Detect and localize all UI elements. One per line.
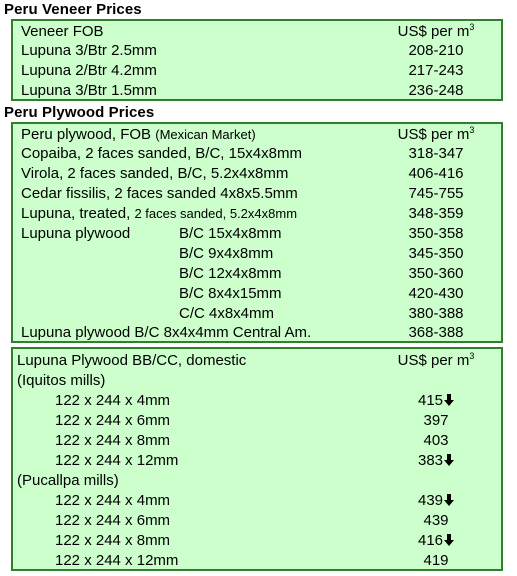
table-row: [21, 304, 493, 324]
plywood-header-main: Peru plywood, FOB: [21, 126, 152, 143]
row-value-cell: [391, 391, 481, 411]
row-value-cell: [391, 511, 481, 531]
row-label-main: Lupuna, treated,: [21, 205, 131, 222]
domestic-unit-text: US$ per m: [397, 352, 470, 369]
domestic-unit-sup: 3: [469, 351, 475, 361]
table-row: [21, 451, 493, 471]
row-label: Lupuna 2/Btr 4.2mm: [21, 62, 157, 79]
plywood-header-small: (Mexican Market): [155, 127, 256, 142]
row-value: 439: [417, 492, 444, 509]
row-label: Lupuna 3/Btr 1.5mm: [21, 82, 157, 99]
row-value: 217-243: [408, 62, 464, 79]
row-value-cell: [391, 551, 481, 571]
row-size: 122 x 244 x 8mm: [55, 532, 171, 549]
down-arrow-icon: [444, 494, 454, 506]
row-value-cell: [391, 431, 481, 451]
table-row: [21, 531, 493, 551]
veneer-panel: [11, 19, 503, 101]
row-label: Virola, 2 faces sanded, B/C, 5.2x4x8mm: [21, 165, 289, 182]
row-value: 350-358: [408, 225, 464, 242]
table-row: [21, 411, 493, 431]
row-size: 122 x 244 x 12mm: [55, 552, 179, 569]
row-label-small: 2 faces sanded, 5.2x4x8mm: [134, 206, 298, 221]
table-row: [21, 61, 493, 81]
row-value: 236-248: [408, 82, 464, 99]
row-value: 406-416: [408, 165, 464, 182]
row-size: 122 x 244 x 4mm: [55, 392, 171, 409]
row-value-cell: [391, 531, 481, 551]
table-row: [21, 323, 493, 343]
plywood-panel: [11, 122, 503, 343]
table-row: [21, 224, 493, 244]
row-label: Lupuna 3/Btr 2.5mm: [21, 42, 157, 59]
table-row: [21, 391, 493, 411]
row-grade: B/C 8x4x15mm: [179, 285, 282, 302]
row-grade: B/C 9x4x8mm: [179, 245, 274, 262]
row-value: 419: [423, 552, 449, 569]
veneer-unit: [391, 22, 481, 42]
row-size: 122 x 244 x 6mm: [55, 412, 171, 429]
row-grade: C/C 4x8x4mm: [179, 305, 275, 322]
veneer-title: Peru Veneer Prices: [4, 1, 142, 18]
down-arrow-icon: [444, 454, 454, 466]
row-value: 383: [417, 452, 444, 469]
group-name: (Pucallpa mills): [17, 472, 119, 489]
domestic-header-label: Lupuna Plywood BB/CC, domestic: [17, 352, 247, 369]
table-row: [21, 491, 493, 511]
row-value-cell: [391, 451, 481, 471]
row-value: 416: [417, 532, 444, 549]
table-row: [21, 144, 493, 164]
row-value: 415: [417, 392, 444, 409]
row-value: 318-347: [408, 145, 464, 162]
row-value: 439: [423, 512, 449, 529]
table-row: [21, 431, 493, 451]
table-row: [21, 41, 493, 61]
down-arrow-icon: [444, 534, 454, 546]
row-value: 345-350: [408, 245, 464, 262]
row-value: 350-360: [408, 265, 464, 282]
veneer-unit-text: US$ per m: [397, 23, 470, 40]
table-row: [21, 244, 493, 264]
row-value-cell: [391, 411, 481, 431]
row-label: Lupuna plywood B/C 8x4x4mm Central Am.: [21, 324, 312, 341]
plywood-unit: [391, 125, 481, 145]
row-value-cell: [391, 491, 481, 511]
row-label: Lupuna plywood: [21, 225, 131, 242]
domestic-header-row: [17, 351, 493, 371]
down-arrow-icon: [444, 394, 454, 406]
row-grade: B/C 15x4x8mm: [179, 225, 282, 242]
row-value: 380-388: [408, 305, 464, 322]
table-row: [21, 204, 493, 224]
table-row: [21, 164, 493, 184]
row-value: 745-755: [408, 185, 464, 202]
table-row: [21, 81, 493, 101]
row-size: 122 x 244 x 6mm: [55, 512, 171, 529]
row-value: 397: [423, 412, 449, 429]
table-row: [21, 264, 493, 284]
row-size: 122 x 244 x 8mm: [55, 432, 171, 449]
plywood-title: Peru Plywood Prices: [4, 104, 155, 121]
plywood-header-label: [21, 125, 256, 145]
domestic-panel: [11, 347, 503, 571]
table-row: [21, 284, 493, 304]
veneer-header-label: Veneer FOB: [21, 23, 104, 40]
row-value: 403: [423, 432, 449, 449]
table-row: [21, 551, 493, 571]
row-label: [21, 204, 297, 224]
plywood-unit-text: US$ per m: [397, 126, 470, 143]
group-heading: [17, 471, 493, 491]
group-name: (Iquitos mills): [17, 372, 106, 389]
veneer-unit-sup: 3: [469, 22, 475, 32]
veneer-header-row: [21, 22, 493, 42]
row-size: 122 x 244 x 12mm: [55, 452, 179, 469]
domestic-unit: [391, 351, 481, 371]
row-value: 208-210: [408, 42, 464, 59]
plywood-header-row: [21, 125, 493, 145]
row-label: Cedar fissilis, 2 faces sanded 4x8x5.5mm: [21, 185, 298, 202]
table-row: [21, 511, 493, 531]
row-value: 420-430: [408, 285, 464, 302]
table-row: [21, 184, 493, 204]
row-label: Copaiba, 2 faces sanded, B/C, 15x4x8mm: [21, 145, 302, 162]
row-grade: B/C 12x4x8mm: [179, 265, 282, 282]
row-value: 368-388: [408, 324, 464, 341]
group-heading: [17, 371, 493, 391]
plywood-unit-sup: 3: [469, 125, 475, 135]
row-size: 122 x 244 x 4mm: [55, 492, 171, 509]
row-value: 348-359: [408, 205, 464, 222]
